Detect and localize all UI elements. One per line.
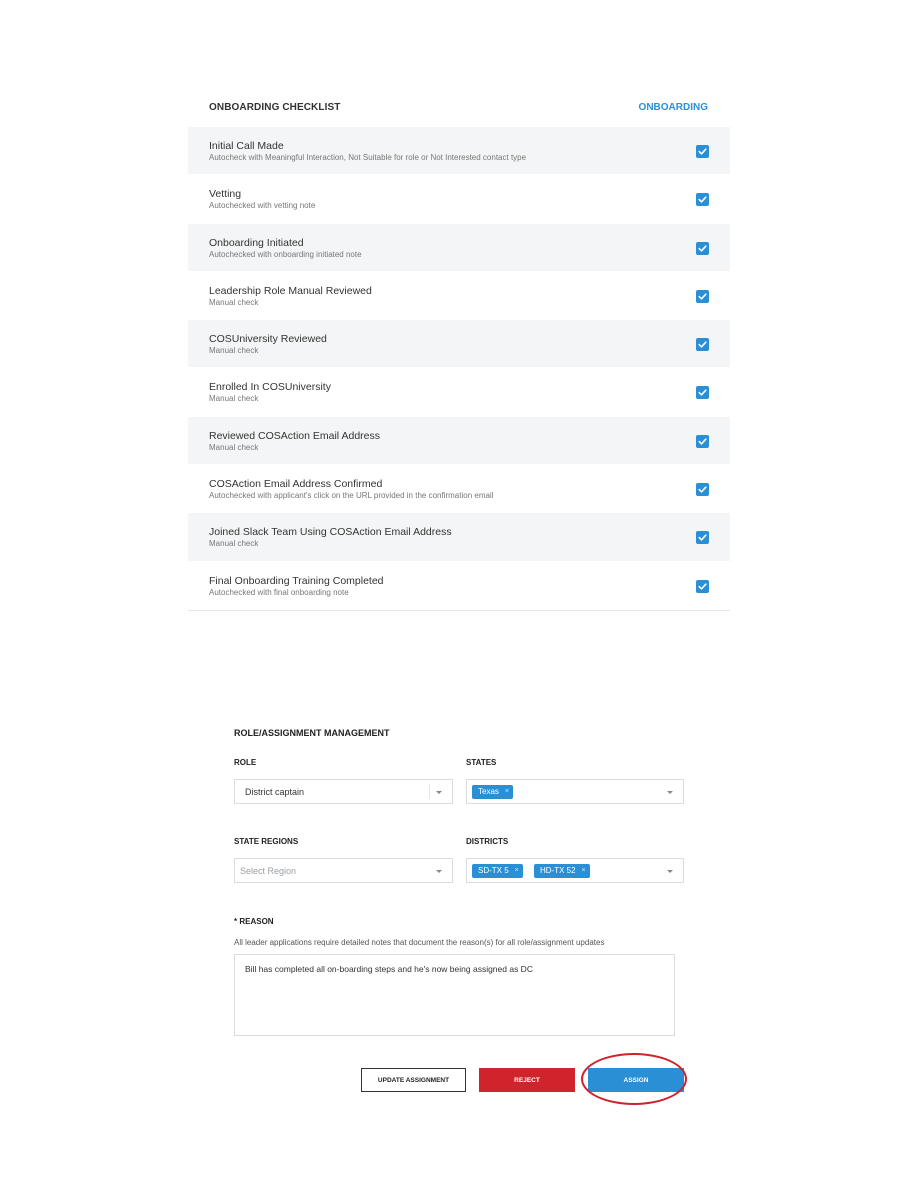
tag-remove-icon[interactable]: × — [514, 867, 519, 874]
chevron-down-icon[interactable] — [436, 870, 442, 873]
checkbox-checked-icon[interactable] — [696, 580, 709, 593]
update-assignment-button[interactable]: UPDATE ASSIGNMENT — [361, 1068, 466, 1092]
checklist-item-onboarding-initiated — [188, 224, 730, 272]
checklist-item-desc: Autocheck with Meaningful Interaction, Not Suitable for role or Not Interested contact type — [209, 153, 527, 162]
checklist-item-leadership-manual — [188, 272, 730, 320]
state-tag-texas — [472, 785, 513, 799]
states-multiselect[interactable] — [466, 779, 684, 804]
state-regions-label: STATE REGIONS — [234, 837, 299, 846]
checklist-header — [188, 94, 730, 127]
checklist-item-final-training — [188, 562, 730, 610]
checkbox-checked-icon[interactable] — [696, 242, 709, 255]
checklist-item-title: Final Onboarding Training Completed — [209, 574, 384, 587]
tag-label: SD-TX 5 — [478, 866, 509, 875]
checklist-item-initial-call — [188, 127, 730, 175]
role-label: ROLE — [234, 758, 257, 767]
checklist-item-reviewed-email — [188, 417, 730, 465]
role-select[interactable] — [234, 779, 453, 804]
checklist-item-title: Onboarding Initiated — [209, 236, 304, 249]
onboarding-link[interactable]: ONBOARDING — [638, 102, 708, 113]
checklist-item-title: Vetting — [209, 188, 242, 201]
checklist-item-desc: Autochecked with vetting note — [209, 201, 316, 211]
tag-remove-icon[interactable]: × — [504, 788, 509, 795]
tag-label: Texas — [478, 787, 499, 796]
reason-help-text: All leader applications require detailed notes that document the reason(s) for all role/assignment updates — [234, 938, 605, 947]
checklist-item-joined-slack — [188, 513, 730, 561]
onboarding-checklist — [188, 94, 730, 611]
district-tag-sd-tx-5 — [472, 864, 523, 878]
regions-placeholder: Select Region — [240, 866, 297, 876]
checklist-item-desc: Manual check — [209, 539, 259, 549]
checklist-item-title: Initial Call Made — [209, 140, 284, 152]
checklist-item-cosuniversity-reviewed — [188, 320, 730, 368]
checklist-item-desc: Manual check — [209, 346, 259, 356]
checkbox-checked-icon[interactable] — [696, 290, 709, 303]
checklist-item-enrolled-cosuniversity — [188, 368, 730, 416]
checkbox-checked-icon[interactable] — [696, 338, 709, 351]
role-select-value: District captain — [245, 787, 305, 797]
reason-textarea[interactable] — [234, 954, 675, 1036]
checklist-item-vetting — [188, 175, 730, 223]
checklist-divider — [188, 610, 730, 611]
role-section-title: ROLE/ASSIGNMENT MANAGEMENT — [234, 728, 390, 738]
checklist-item-title: Leadership Role Manual Reviewed — [209, 284, 372, 297]
checklist-item-desc: Manual check — [209, 442, 259, 452]
checkbox-checked-icon[interactable] — [696, 193, 709, 206]
checkbox-checked-icon[interactable] — [696, 483, 709, 496]
tag-remove-icon[interactable]: × — [581, 867, 586, 874]
checklist-item-desc: Manual check — [209, 394, 259, 404]
reject-button[interactable]: REJECT — [479, 1068, 575, 1092]
districts-label: DISTRICTS — [466, 837, 509, 846]
checklist-item-title: COSUniversity Reviewed — [209, 333, 327, 346]
checklist-items — [188, 127, 730, 610]
states-label: STATES — [466, 758, 497, 767]
districts-multiselect[interactable] — [466, 858, 684, 883]
assign-button[interactable]: ASSIGN — [588, 1068, 684, 1092]
checklist-item-title: Reviewed COSAction Email Address — [209, 429, 380, 442]
checklist-item-title: Enrolled In COSUniversity — [209, 381, 331, 394]
checkbox-checked-icon[interactable] — [696, 531, 709, 544]
checkbox-checked-icon[interactable] — [696, 386, 709, 399]
checklist-item-desc: Autochecked with onboarding initiated note — [209, 249, 362, 259]
checklist-item-desc: Autochecked with applicant's click on the URL provided in the confirmation email — [209, 491, 494, 501]
checklist-item-title: COSAction Email Address Confirmed — [209, 478, 383, 491]
checklist-item-title: Joined Slack Team Using COSAction Email Address — [209, 526, 452, 539]
checklist-item-desc: Manual check — [209, 297, 259, 307]
checkbox-checked-icon[interactable] — [696, 145, 709, 158]
tag-label: HD-TX 52 — [540, 866, 576, 875]
checklist-item-desc: Autochecked with final onboarding note — [209, 587, 349, 597]
reason-label: * REASON — [234, 917, 274, 926]
select-divider — [429, 784, 430, 799]
chevron-down-icon[interactable] — [436, 791, 442, 794]
district-tag-hd-tx-52 — [534, 864, 590, 878]
chevron-down-icon[interactable] — [667, 791, 673, 794]
checklist-item-email-confirmed — [188, 465, 730, 513]
checklist-title: ONBOARDING CHECKLIST — [209, 102, 341, 113]
state-regions-select[interactable] — [234, 858, 453, 883]
chevron-down-icon[interactable] — [667, 870, 673, 873]
checkbox-checked-icon[interactable] — [696, 435, 709, 448]
